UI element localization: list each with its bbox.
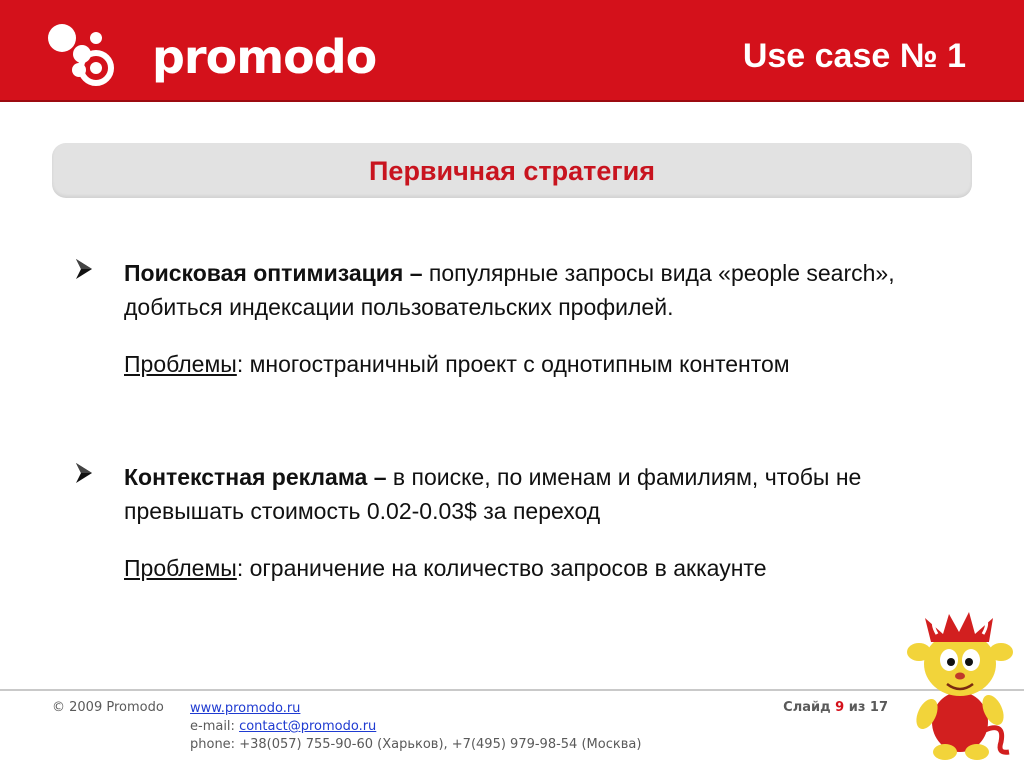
slide-mid: из xyxy=(844,700,870,715)
problem-label: Проблемы xyxy=(124,351,237,377)
problem-text: : многостраничный проект с однотипным контентом xyxy=(236,351,790,377)
list-item xyxy=(74,460,954,585)
contact-info xyxy=(190,700,641,754)
section-title: Первичная стратегия xyxy=(369,156,655,186)
header-bar xyxy=(0,0,1024,102)
arrow-bullet-icon xyxy=(74,460,94,486)
section-heading-bar xyxy=(52,143,972,198)
email-label: e-mail: xyxy=(190,719,240,734)
bullet-description: популярные запросы вида «people search», добиться индексации пользовательских профилей. xyxy=(124,260,895,320)
footer-divider xyxy=(0,689,1024,691)
logo-wordmark: promodo xyxy=(152,30,377,84)
bullet-heading: Контекстная реклама – xyxy=(124,464,387,490)
list-item xyxy=(74,256,954,381)
bullet-description: в поиске, по именам и фамилиям, чтобы не превышать стоимость 0.02-0.03$ за переход xyxy=(124,464,862,524)
phone-text: phone: +38(057) 755-90-60 (Харьков), +7(495) 979-98-54 (Москва) xyxy=(190,737,642,752)
slide-prefix: Слайд xyxy=(783,700,836,715)
problem-label: Проблемы xyxy=(124,555,237,581)
problem-line xyxy=(124,551,954,585)
slide-total: 17 xyxy=(869,700,888,715)
problem-line xyxy=(124,347,954,381)
email-link[interactable]: contact@promodo.ru xyxy=(239,719,377,734)
logo-mark-icon xyxy=(44,20,154,86)
bullet-text xyxy=(124,460,954,585)
mascot-character-icon xyxy=(905,612,1020,762)
bullet-text xyxy=(124,256,954,381)
page-title: Use case № 1 xyxy=(742,37,966,75)
copyright-text: © 2009 Promodo xyxy=(52,700,164,715)
website-link[interactable]: www.promodo.ru xyxy=(190,701,301,716)
bullet-main xyxy=(124,256,954,324)
slide-current: 9 xyxy=(835,700,845,715)
slide-counter xyxy=(783,700,888,715)
bullet-heading: Поисковая оптимизация – xyxy=(124,260,423,286)
footer xyxy=(0,700,900,760)
promodo-logo xyxy=(44,20,377,86)
arrow-bullet-icon xyxy=(74,256,94,282)
problem-text: : ограничение на количество запросов в аккаунте xyxy=(236,555,767,581)
bullet-main xyxy=(124,460,954,528)
